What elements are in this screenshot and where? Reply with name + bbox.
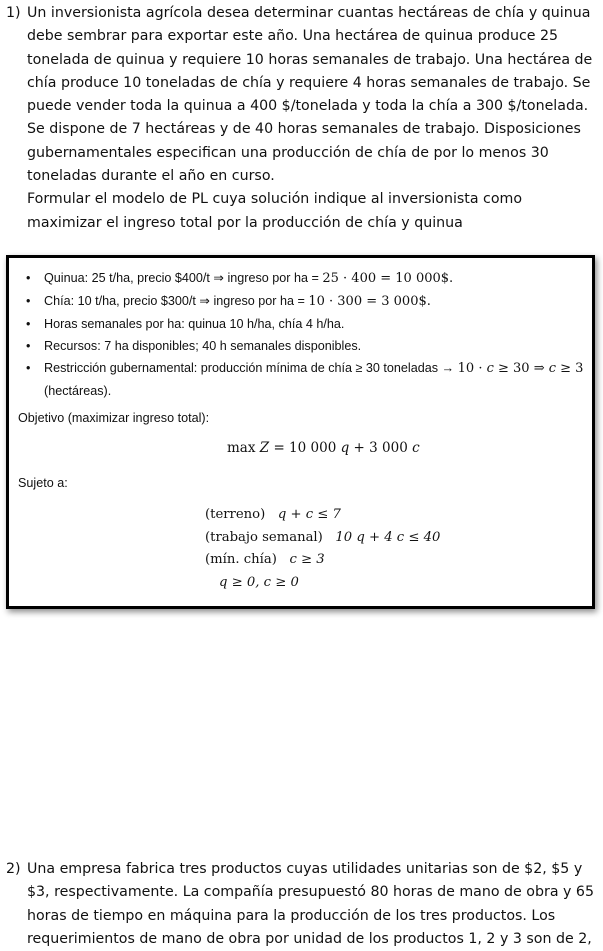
problem-text-line: $3, respectivamente. La compañía presupuestó 80 horas de mano de obra y 65	[27, 884, 594, 901]
bullet-math: 10 · 300 = 3 000$.	[308, 294, 431, 309]
math-variable: Z	[259, 440, 270, 456]
problem-text-line: Un inversionista agrícola desea determinar cuantas hectáreas de chía y quinua	[27, 5, 591, 21]
constraint-tag: (trabajo semanal)	[205, 530, 323, 545]
answer-box	[6, 255, 595, 609]
problem-text-line: tonelada de quinua y requiere 10 horas semanales de trabajo. Una hectárea de	[27, 51, 593, 68]
problem-number: 1)	[6, 5, 21, 21]
bullet-math: 25 · 400 = 10 000$.	[322, 271, 454, 286]
bullet-item	[22, 313, 582, 335]
constraint-expression: 10 q + 4 c ≤ 40	[335, 530, 441, 545]
problem-text-line: debe sembrar para exportar este año. Una hectárea de quinua produce 25	[27, 28, 559, 45]
math-variable: c	[548, 361, 557, 376]
constraint-expression: c ≥ 3	[289, 552, 325, 567]
bullet-item	[22, 267, 582, 290]
problem-text-line: Formular el modelo de PL cuya solución indique al inversionista como	[27, 191, 523, 208]
bullet-math	[458, 361, 584, 376]
problem-text-line: maximizar el ingreso total por la producción de chía y quinua	[27, 214, 463, 231]
bullet-item	[22, 290, 582, 313]
constraint-tag: (mín. chía)	[205, 552, 277, 567]
subject-to-label: Sujeto a:	[18, 476, 68, 490]
problem-1	[0, 2, 603, 235]
math-variable: c	[412, 440, 420, 456]
problem-text-line: puede vender toda la quinua a 400 $/tonelada y toda la chía a 300 $/tonelada.	[27, 98, 589, 115]
math-variable: q	[340, 440, 350, 456]
problem-number: 2)	[6, 861, 21, 877]
bullet-continuation: (hectáreas).	[44, 384, 112, 398]
math-part: = 10 000	[269, 440, 341, 456]
bullet-item	[22, 357, 582, 402]
problem-text-line: chía produce 10 toneladas de chía y requiere 4 horas semanales de trabajo. Se	[27, 74, 591, 91]
constraint-expression: q ≥ 0, c ≥ 0	[219, 575, 299, 590]
math-part: ≥ 30 ⇒	[493, 361, 549, 376]
problem-2	[0, 858, 603, 951]
math-variable: c	[486, 361, 494, 376]
problem-text-line: gubernamentales especifican una producción de chía de por lo menos 30	[27, 144, 549, 161]
problem-text-line: Se dispone de 7 hectáreas y de 40 horas semanales de trabajo. Disposiciones	[27, 121, 581, 138]
math-part: + 3 000	[349, 440, 413, 456]
constraint-expression: q + c ≤ 7	[277, 507, 341, 522]
objective-function	[227, 440, 420, 456]
constraint-labor	[205, 530, 440, 545]
problem-text-line: horas de tiempo en máquina para la producción de los tres productos. Los	[27, 907, 556, 924]
constraint-min-chia	[205, 552, 325, 567]
problem-text-line: requerimientos de mano de obra por unidad de los productos 1, 2 y 3 son de 2,	[27, 930, 592, 947]
bullet-text: Quinua: 25 t/ha, precio $400/t ⇒ ingreso por ha =	[44, 271, 323, 285]
constraint-nonnegativity	[219, 575, 299, 590]
math-part: max	[227, 440, 260, 456]
constraint-tag: (terreno)	[205, 507, 266, 522]
constraint-land	[205, 507, 341, 522]
bullet-list	[22, 267, 582, 402]
objective-label: Objetivo (maximizar ingreso total):	[18, 411, 210, 425]
bullet-text: Recursos: 7 ha disponibles; 40 h semanales disponibles.	[44, 339, 362, 353]
math-part: 10 ·	[457, 361, 487, 376]
bullet-text: Chía: 10 t/ha, precio $300/t ⇒ ingreso por ha =	[44, 294, 309, 308]
bullet-text: Restricción gubernamental: producción mínima de chía ≥ 30 toneladas →	[44, 361, 458, 375]
problem-text-line: Una empresa fabrica tres productos cuyas utilidades unitarias son de $2, $5 y	[27, 861, 583, 877]
bullet-text: Horas semanales por ha: quinua 10 h/ha, chía 4 h/ha.	[44, 317, 345, 331]
math-part: ≥ 3	[556, 361, 584, 376]
bullet-item	[22, 335, 582, 357]
problem-text-line: toneladas durante el año en curso.	[27, 168, 275, 185]
